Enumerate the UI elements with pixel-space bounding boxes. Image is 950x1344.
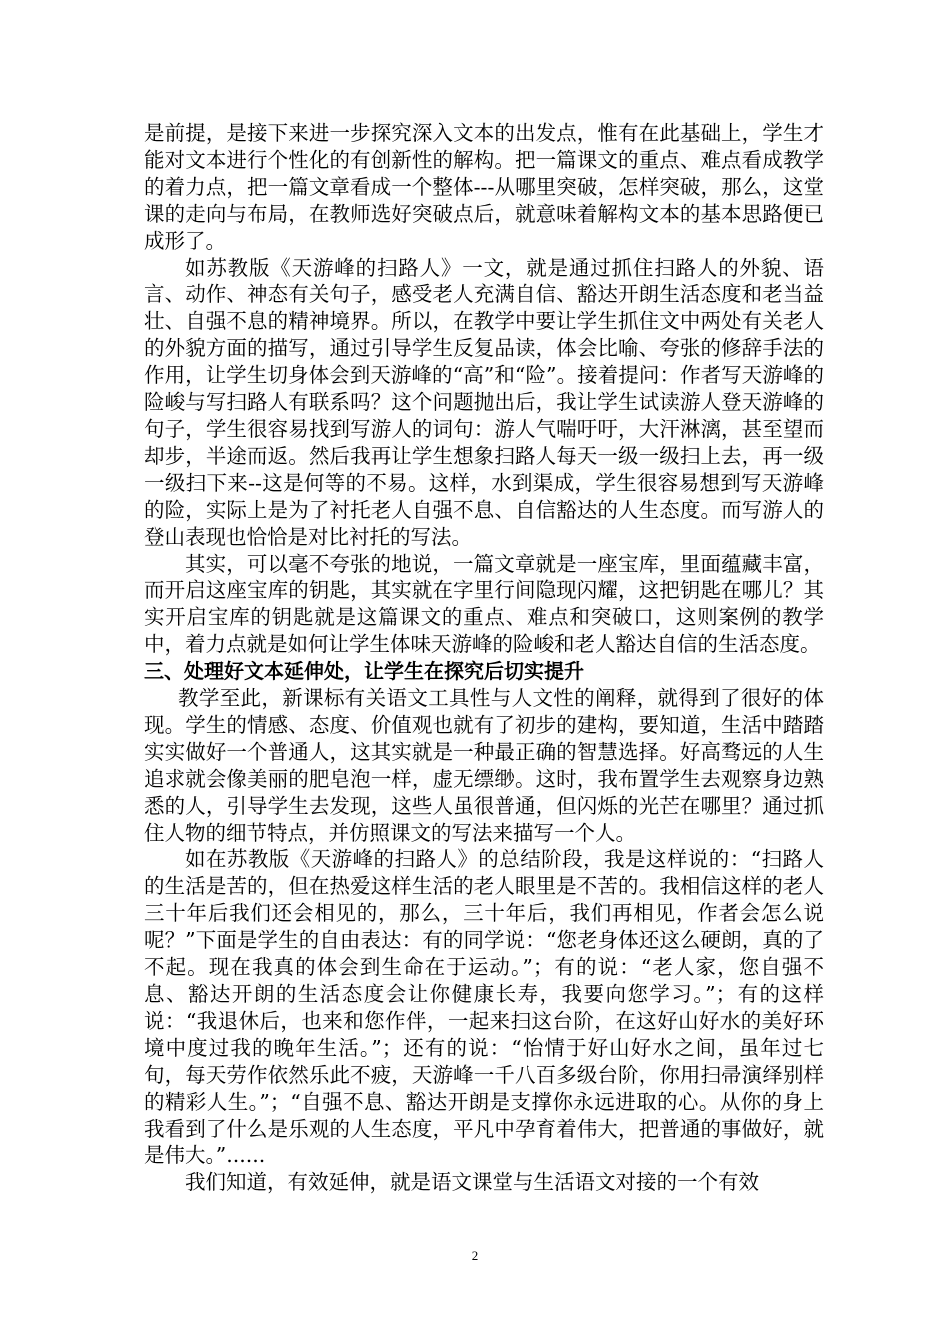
- paragraph-summary-stage: 如在苏教版《天游峰的扫路人》的总结阶段，我是这样说的：“扫路人的生活是苦的，但在热爱这样生活的老人眼里是不苦的。我相信这样的老人三十年后我们还会相见的，那么，三十年后，我们再相见，作者会怎么说呢？”下面是学生的自由表达：有的同学说：“您老身体还这么硬朗，真的了不起。现在我真的体会到生命在于运动。”；有的说：“老人家，您自强不息、豁达开朗的生活态度会让你健康长寿，我要向您学习。”；有的这样说：“我退休后，也来和您作伴，一起来扫这台阶，在这好山好水的美好环境中度过我的晚年生活。”；还有的说：“怡情于好山好水之间，虽年过七旬，每天劳作依然乐此不疲，天游峰一千八百多级台阶，你用扫帚演绎别样的精彩人生。”；“自强不息、豁达开朗是支撑你永远进取的心。从你的身上我看到了什么是乐观的人生态度，平凡中孕育着伟大，把普通的事做好，就是伟大。”......: [144, 847, 824, 1168]
- paragraph-continuation: 是前提，是接下来进一步探究深入文本的出发点，惟有在此基础上，学生才能对文本进行个性化的有创新性的解构。把一篇课文的重点、难点看成教学的着力点，把一篇文章看成一个整体---从哪里突破，怎样突破，那么，这堂课的走向与布局，在教师选好突破点后，就意味着解构文本的基本思路便已成形了。: [144, 121, 824, 253]
- paragraph-treasure-key: 其实，可以毫不夸张的地说，一篇文章就是一座宝库，里面蕴藏丰富，而开启这座宝库的钥匙，其实就在字里行间隐现闪耀，这把钥匙在哪儿？其实开启宝库的钥匙就是这篇课文的重点、难点和突破口，这则案例的教学中，着力点就是如何让学生体味天游峰的险峻和老人豁达自信的生活态度。: [144, 551, 824, 657]
- section-heading-3: 三、处理好文本延伸处，让学生在探究后切实提升: [144, 659, 584, 684]
- paragraph-tianyoufeng-example: 如苏教版《天游峰的扫路人》一文，就是通过抓住扫路人的外貌、语言、动作、神态有关句子，感受老人充满自信、豁达开朗生活态度和老当益壮、自强不息的精神境界。所以，在教学中要让学生抓住文中两处有关老人的外貌方面的描写，通过引导学生反复品读，体会比喻、夸张的修辞手法的作用，让学生切身体会到天游峰的“高”和“险”。接着提问：作者写天游峰的险峻与写扫路人有联系吗？这个问题抛出后，我让学生试读游人登天游峰的句子，学生很容易找到写游人的词句：游人气喘吁吁，大汗淋漓，甚至望而却步，半途而返。然后我再让学生想象扫路人每天一级一级扫上去，再一级一级扫下来--这是何等的不易。这样，水到渠成，学生很容易想到写天游峰的险，实际上是为了衬托老人自强不息、自信豁达的人生态度。而写游人的登山表现也恰恰是对比衬托的写法。: [144, 255, 824, 549]
- paragraph-effective-extension: 我们知道，有效延伸，就是语文课堂与生活语文对接的一个有效: [185, 1170, 759, 1195]
- document-body: [144, 120, 824, 1196]
- paragraph-teaching-extension: 教学至此，新课标有关语文工具性与人文性的阐释，就得到了很好的体现。学生的情感、态度、价值观也就有了初步的建构，要知道，生活中踏踏实实做好一个普通人，这其实就是一种最正确的智慧选择。好高骛远的人生追求就会像美丽的肥皂泡一样，虚无缥缈。这时，我布置学生去观察身边熟悉的人，引导学生去发现，这些人虽很普通，但闪烁的光芒在哪里？通过抓住人物的细节特点，并仿照课文的写法来描写一个人。: [144, 686, 824, 845]
- page-number: 2: [471, 1248, 479, 1263]
